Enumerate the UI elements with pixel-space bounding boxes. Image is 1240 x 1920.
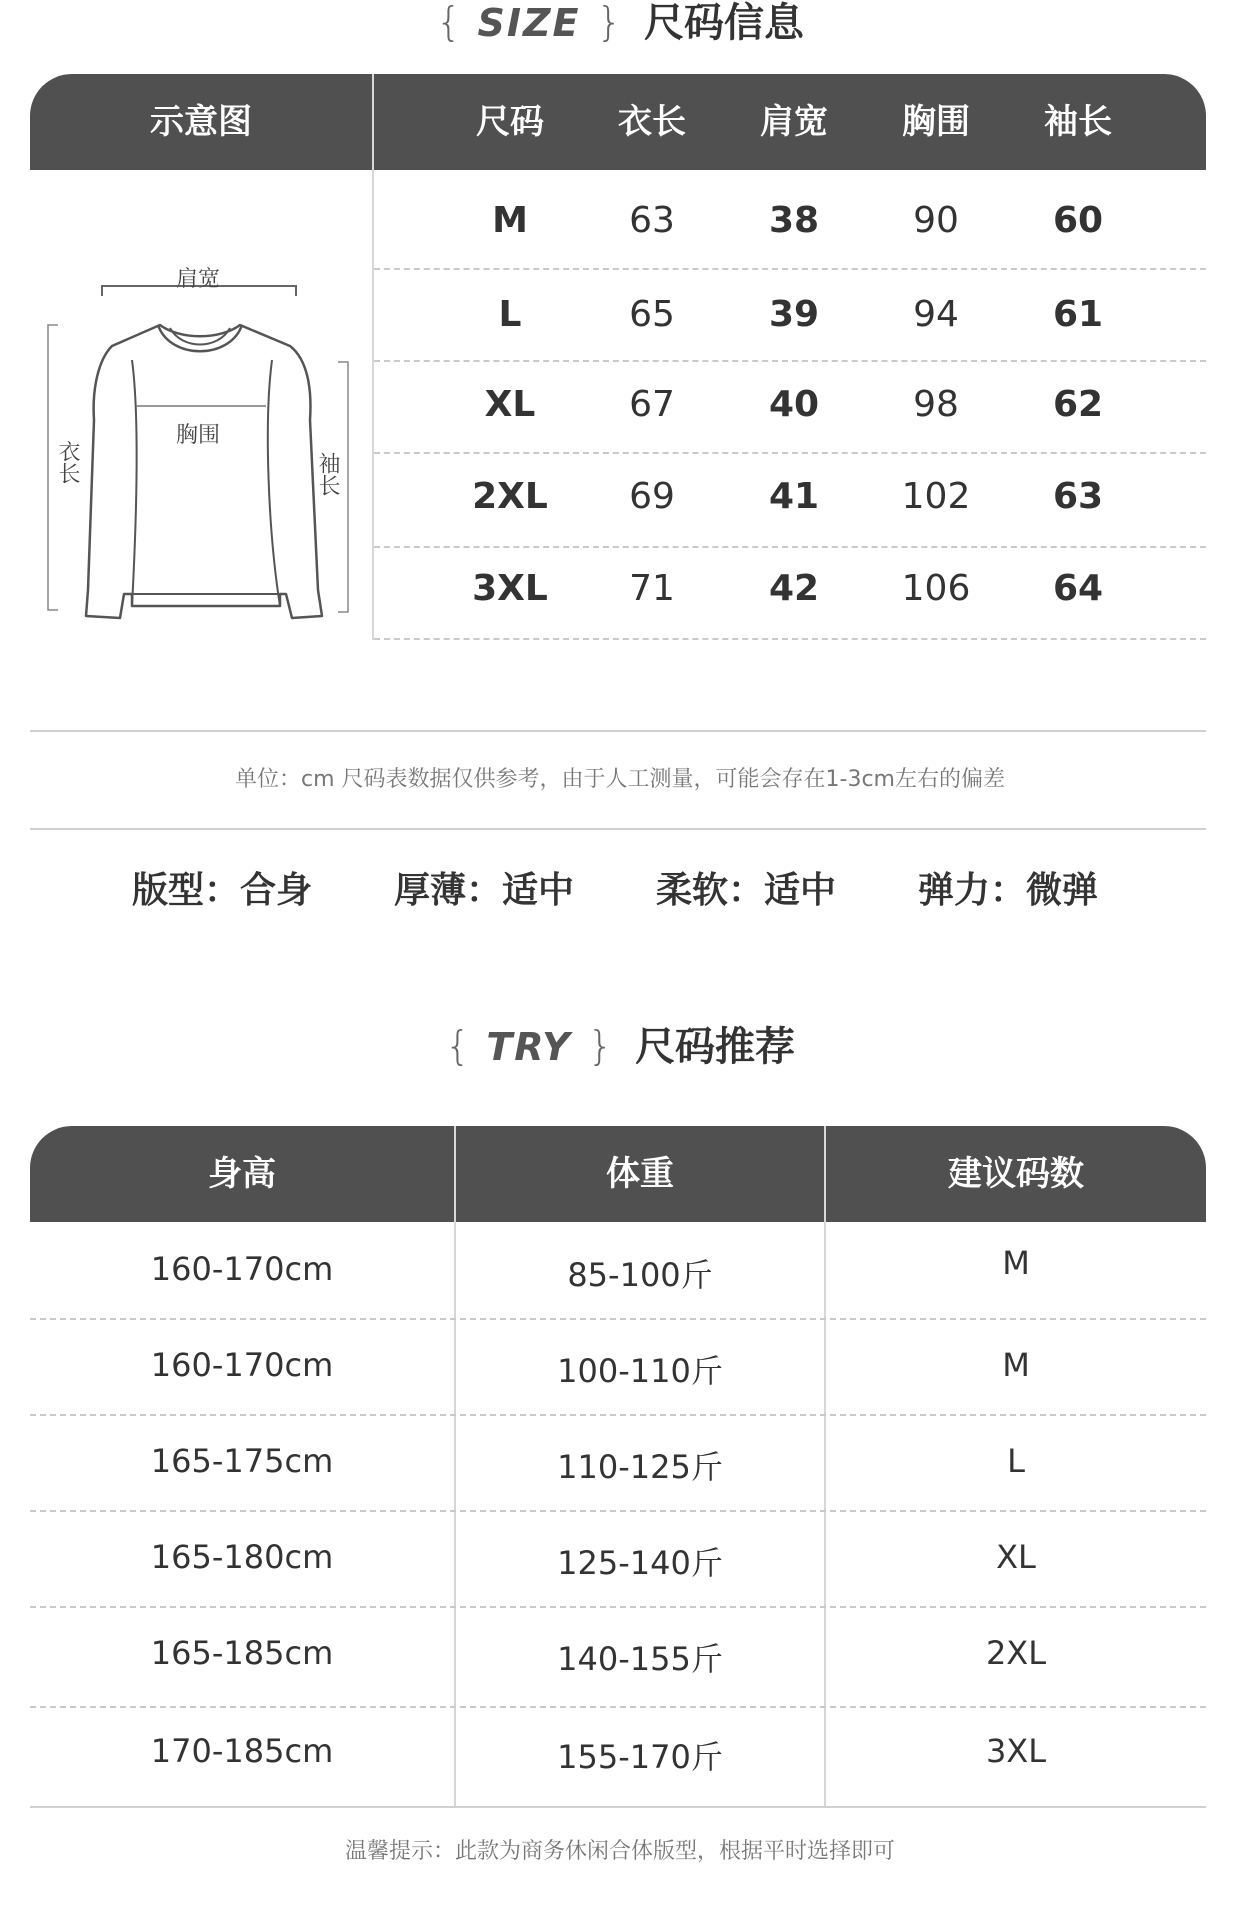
length-cell: 69 [629,476,675,517]
header-divider [372,74,374,170]
recommended-size-cell: 3XL [985,1732,1047,1770]
length-cell: 67 [629,384,675,425]
weight-cell: 85-100斤 [567,1256,713,1294]
recommended-size-cell: 2XL [985,1634,1047,1672]
attr-thickness: 厚薄：适中 [394,870,575,911]
recommended-size-cell: M [1002,1346,1030,1384]
diagram-header: 示意图 [150,102,252,142]
right-brace: } [587,1023,614,1070]
weight-cell: 140-155斤 [557,1640,723,1678]
row-divider [30,1414,1206,1416]
col-header-size: 尺码 [476,102,544,142]
height-cell: 160-170cm [150,1250,334,1288]
height-cell: 165-185cm [150,1634,334,1672]
sleeve-cell: 60 [1052,200,1104,241]
diagram-separator [372,170,374,640]
try-table-header [30,1126,1206,1222]
try-title-en: TRY [486,1024,572,1069]
diagram-label-length: 衣长 [55,440,80,484]
size-title-cn: 尺码信息 [643,0,804,46]
shoulder-cell: 39 [768,294,820,335]
col-header-shoulder: 肩宽 [760,102,828,142]
size-cell: XL [484,384,536,425]
note-top-line [30,730,1206,732]
sleeve-cell: 64 [1052,568,1104,609]
height-cell: 165-175cm [150,1442,334,1480]
col-header-height: 身高 [208,1154,276,1194]
attr-elasticity: 弹力：微弹 [918,870,1099,911]
col-header-recommended-size: 建议码数 [948,1154,1084,1194]
shoulder-cell: 41 [768,476,820,517]
row-divider [374,360,1206,362]
row-divider [30,1606,1206,1608]
recommended-size-cell: M [1002,1244,1030,1282]
size-table-header [30,74,1206,170]
length-cell: 71 [629,568,675,609]
weight-cell: 155-170斤 [557,1738,723,1776]
diagram-label-chest: 胸围 [176,423,221,448]
sleeve-cell: 61 [1052,294,1104,335]
weight-cell: 100-110斤 [557,1352,723,1390]
col-header-weight: 体重 [606,1154,674,1194]
row-divider [30,1318,1206,1320]
chest-cell: 98 [913,384,959,425]
right-brace: } [596,0,622,46]
size-cell: M [492,200,528,241]
size-cell: 3XL [472,568,548,609]
col-header-chest: 胸围 [902,102,970,142]
recommended-size-cell: L [1007,1442,1025,1480]
shoulder-cell: 42 [768,568,820,609]
try-bottom-line [30,1806,1206,1808]
sleeve-cell: 62 [1052,384,1104,425]
chest-cell: 94 [913,294,959,335]
chest-cell: 106 [901,568,971,609]
chest-cell: 102 [901,476,971,517]
try-title-cn: 尺码推荐 [635,1023,796,1070]
weight-cell: 110-125斤 [557,1448,723,1486]
chest-cell: 90 [913,200,959,241]
row-divider [30,1706,1206,1708]
height-cell: 170-185cm [150,1732,334,1770]
size-title-en: SIZE [477,0,581,45]
diagram-label-sleeve: 袖长 [315,452,340,496]
row-divider [374,638,1206,640]
attr-fit: 版型：合身 [132,870,313,911]
try-col-divider [824,1222,826,1806]
height-cell: 165-180cm [150,1538,334,1576]
row-divider [374,268,1206,270]
row-divider [374,452,1206,454]
try-section-title [0,1018,1240,1074]
size-section-title [0,0,1240,50]
weight-cell: 125-140斤 [557,1544,723,1582]
size-note: 单位：cm 尺码表数据仅供参考，由于人工测量，可能会存在1-3cm左右的偏差 [235,767,1005,792]
col-header-sleeve: 袖长 [1044,102,1112,142]
col-header-length: 衣长 [618,102,686,142]
note-bottom-line [30,828,1206,830]
shoulder-cell: 40 [768,384,820,425]
length-cell: 63 [629,200,675,241]
attr-softness: 柔软：适中 [656,870,837,911]
left-brace: { [444,1023,471,1070]
diagram-label-shoulder: 肩宽 [176,267,221,292]
sleeve-cell: 63 [1052,476,1104,517]
row-divider [30,1510,1206,1512]
size-cell: L [498,294,522,335]
size-cell: 2XL [472,476,548,517]
try-col-divider [454,1222,456,1806]
row-divider [374,546,1206,548]
recommended-size-cell: XL [996,1538,1036,1576]
left-brace: { [436,0,462,46]
height-cell: 160-170cm [150,1346,334,1384]
shoulder-cell: 38 [768,200,820,241]
length-cell: 65 [629,294,675,335]
try-note: 温馨提示：此款为商务休闲合体版型，根据平时选择即可 [344,1839,895,1864]
